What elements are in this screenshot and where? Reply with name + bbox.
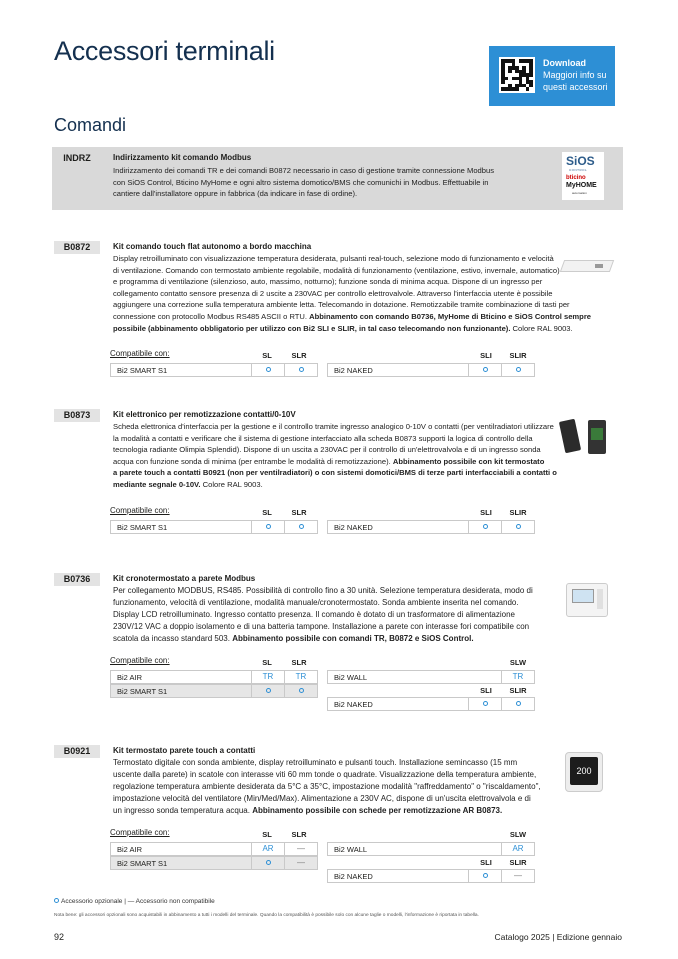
compat-label: Compatibile con: <box>110 656 170 665</box>
table-row: Bi2 NAKED <box>327 697 535 711</box>
product-desc-indrz: Indirizzamento dei comandi TR e dei comandi B0872 necessario in caso di gestione tramite connessione Modbus con SiOS Control, Bticino MyHome e ogni altro sistema domotico/BMS che comunichi in Modbus. Effettuabile in cantiere dall'installatore oppure in fabbrica (da indicare in fase di ordine). <box>113 166 495 199</box>
table-row: Bi2 SMART S1 — <box>110 856 318 870</box>
legend-footnote: Accessorio opzionale | — Accessorio non compatibile <box>54 898 215 905</box>
header-slir: SLIR <box>509 686 527 695</box>
header-sl: SL <box>262 658 272 667</box>
download-line1: Maggiori info su <box>543 70 607 80</box>
product-code-b0873: B0873 <box>54 409 100 422</box>
catalog-edition: Catalogo 2025 | Edizione gennaio <box>494 932 622 942</box>
table-row: Bi2 NAKED <box>327 363 535 377</box>
header-sli: SLI <box>480 858 492 867</box>
chronothermostat-image <box>566 583 608 617</box>
product-desc-b0872: Display retroilluminato con visualizzazione temperatura desiderata, pulsanti real-touch, selezione modo di funzionamento e velocità di ventilazione. Comando con termostato ambiente regolabile, modalità di funzionamento (ventilazione, estivo, invernale, automatico) e programma di ventilazione (silenzioso, auto, massimo, notturno); funzione sonda di minima acqua. Dispone di un ingresso per collegamento contatto sensore presenza di 2 uscite a 230VAC per controllo elettrovalvole. Attraverso l'interfaccia utente è possibile aggiungere una correzione sulla temperatura ambiente letta. Telecomando in dotazione. Remotizzabile tramite combinazione di tasti per connessione con protocollo Modbus RS485 ASCII o RTU. Abbinamento con comando B0736, MyHome di Bticino e SiOS Control sempre possibile (abbinamento obbligatorio per utilizzo con Bi2 SLI e SLIR, in tal caso telecomando non funzionante). Colore RAL 9003. <box>113 254 591 333</box>
product-title-b0873: Kit elettronico per remotizzazione contatti/0-10V <box>113 410 296 419</box>
table-row: Bi2 SMART S1 <box>110 520 318 534</box>
product-title-b0921: Kit termostato parete touch a contatti <box>113 746 256 755</box>
product-desc-b0736: Per collegamento MODBUS, RS485. Possibilità di controllo fino a 30 unità. Selezione temperatura desiderata, modo di funzionamento, velocità di ventilazione, modalità manuale/cronotermostato. Sonda ambiente inserita nel comando. Display LCD retroilluminato. Ingresso contatto presenza. Il comando è dotato di un trasformatore di alimentazione 230V/12 VAC a doppio isolamento e di una batteria tampone. Installazione a parete con interasse fori compatibile con scatola da incasso standard 503. Abbinamento possibile con comandi TR, B0872 e SiOS Control. <box>113 586 533 643</box>
product-code-b0921: B0921 <box>54 745 100 758</box>
page-number: 92 <box>54 932 65 942</box>
product-title-b0872: Kit comando touch flat autonomo a bordo macchina <box>113 242 312 251</box>
product-desc-b0873: Scheda elettronica d'interfaccia per la gestione e il controllo tramite ingresso analogico 0-10V o contatti (per ventilradiatori utilizzare la modalità a contatti e verificare che il sistema di gestione interfacciato alla scheda B0873 supporti la logica di controllo della tecnologia radiante Olimpia Splendid). Dispone di un uscita a 230VAC per il controllo di un'elettrovalvola e di un ingresso sonda acqua con funzione sonda di minima (per entrambe le modalità di remotizzazione). Abbinamento possibile con kit termostato a parete touch a contatti B0921 (non per ventilradiatori) o con sistemi domotici/BMS di terze parti interfacciabili a contatti o mediante segnale 0-10V. Colore RAL 9003. <box>113 422 557 489</box>
product-desc-b0921: Termostato digitale con sonda ambiente, display retroilluminato e pulsanti touch. Installazione semincasso (15 mm uscente dalla parete) in scatole con interasse viti 60 mm tonde o quadrate. Visualizzazione della temperatura ambiente, regolazione temperatura ambiente desiderata da 5°C a 35°C, impostazione modalità "raffreddamento" o "riscaldamento", impostazione velocità del ventilatore (Min/Med/Max). Alimentazione a 230V AC, dispone di un'uscita elettrovalvola e di un ingresso sonda temperatura acqua. Abbinamento possibile con schede per remotizzazione AR B0873. <box>113 758 541 815</box>
header-sli: SLI <box>480 351 492 360</box>
table-row: Bi2 NAKED — <box>327 869 535 883</box>
compat-label: Compatibile con: <box>110 506 170 515</box>
header-sl: SL <box>262 351 272 360</box>
header-slw: SLW <box>509 830 527 839</box>
compat-label: Compatibile con: <box>110 349 170 358</box>
download-label[interactable]: Download <box>543 58 586 68</box>
header-slr: SLR <box>291 351 307 360</box>
note-footnote: Nota bene: gli accessori opzionali sono acquistabili in abbinamento a tutti i modelli del terminale. Quando la compatibilità è possibile solo con alcune taglie o modelli, l'informazione è riportata in tabella. <box>54 913 479 918</box>
download-text <box>543 57 608 93</box>
sios-myhome-logo: SiOS CONTROL bticino MyHOME automation <box>562 152 604 200</box>
page-title: Accessori terminali <box>54 36 275 66</box>
table-row: Bi2 SMART S1 <box>110 363 318 377</box>
product-title-indrz: Indirizzamento kit comando Modbus <box>113 153 252 162</box>
product-code-b0872: B0872 <box>54 241 100 254</box>
download-line2: questi accessori <box>543 82 608 92</box>
product-code-b0736: B0736 <box>54 573 100 586</box>
header-slr: SLR <box>291 830 307 839</box>
header-slr: SLR <box>291 658 307 667</box>
header-slr: SLR <box>291 508 307 517</box>
header-slir: SLIR <box>509 508 527 517</box>
product-title-b0736: Kit cronotermostato a parete Modbus <box>113 574 256 583</box>
table-row: Bi2 AIR AR — <box>110 842 318 856</box>
electronic-kit-image <box>560 418 616 456</box>
compat-label: Compatibile con: <box>110 828 170 837</box>
section-title: Comandi <box>54 115 127 135</box>
table-row: Bi2 NAKED <box>327 520 535 534</box>
table-row: Bi2 WALL TR <box>327 670 535 684</box>
header-slir: SLIR <box>509 351 527 360</box>
header-sli: SLI <box>480 686 492 695</box>
qr-code-icon[interactable] <box>499 57 535 93</box>
touch-control-image <box>560 254 616 276</box>
download-box[interactable] <box>489 46 615 106</box>
header-sl: SL <box>262 508 272 517</box>
header-slir: SLIR <box>509 858 527 867</box>
product-code-indrz: INDRZ <box>63 153 91 163</box>
header-slw: SLW <box>509 658 527 667</box>
table-row: Bi2 WALL AR <box>327 842 535 856</box>
touch-thermostat-image: 200 <box>565 752 603 792</box>
header-sli: SLI <box>480 508 492 517</box>
table-row: Bi2 AIR TR TR <box>110 670 318 684</box>
header-sl: SL <box>262 830 272 839</box>
table-row: Bi2 SMART S1 <box>110 684 318 698</box>
